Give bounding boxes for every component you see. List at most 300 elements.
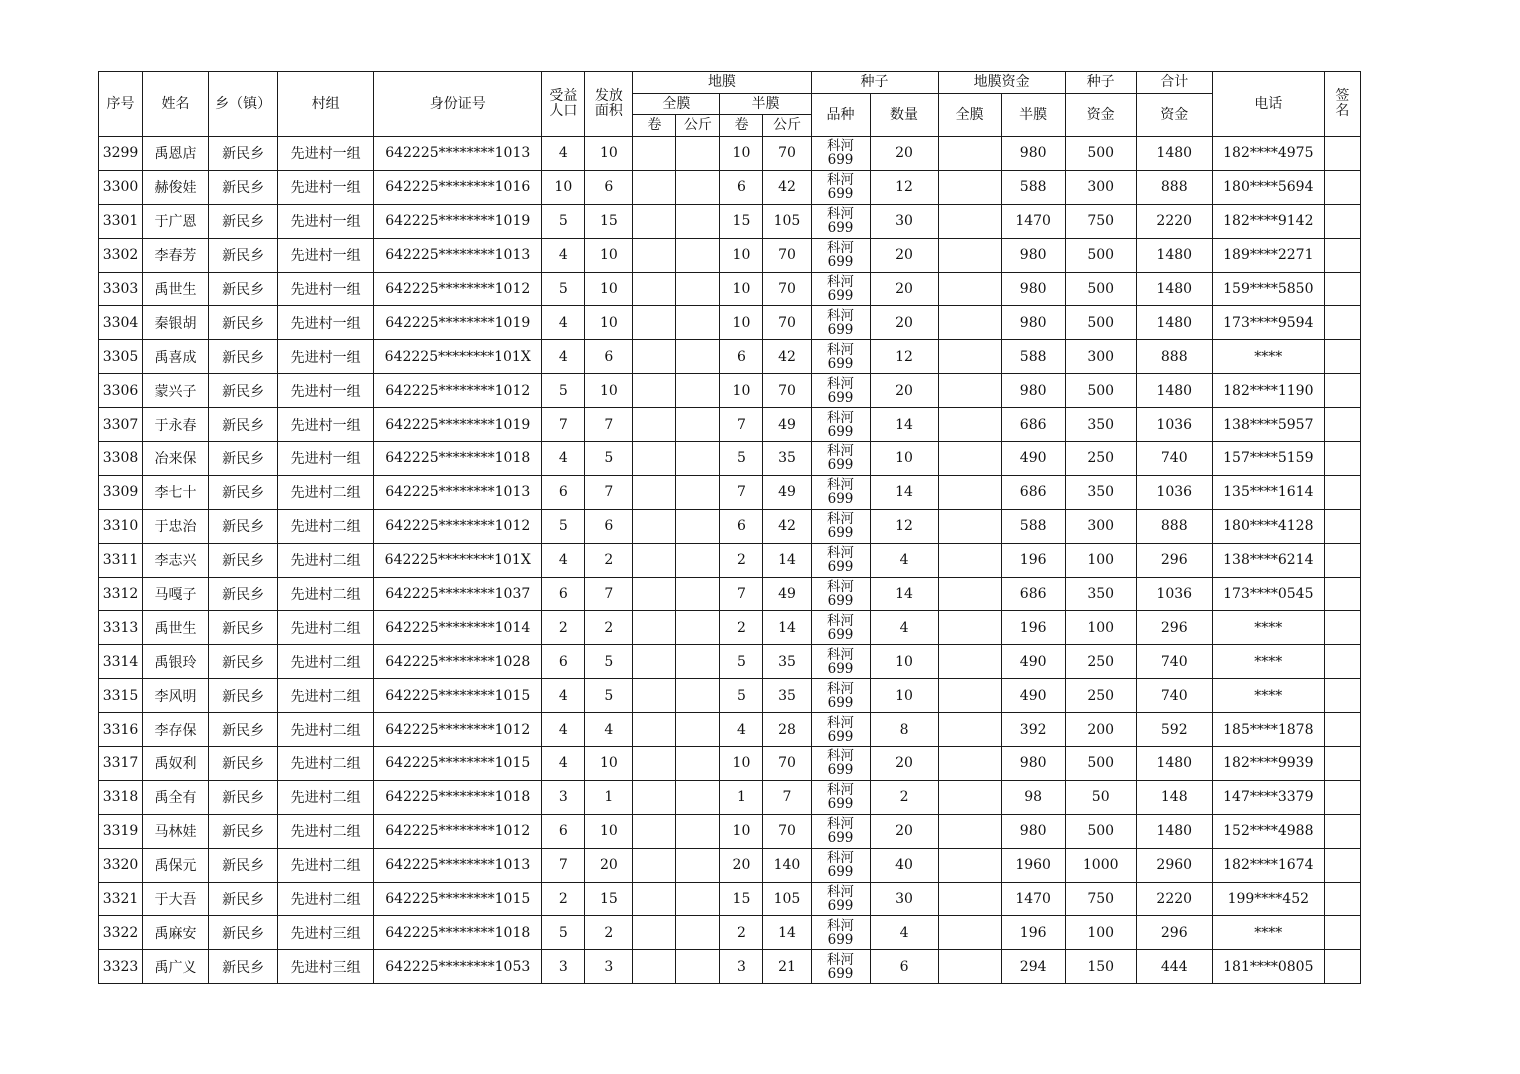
- header-half-roll: 卷: [720, 115, 763, 137]
- variety-line2: 699: [827, 152, 854, 169]
- cell-full-film-roll: [633, 543, 676, 577]
- cell-seed-quantity: 20: [870, 306, 938, 340]
- cell-phone: 138****6214: [1212, 543, 1324, 577]
- cell-name: 禹奴利: [143, 747, 209, 781]
- cell-township: 新民乡: [209, 137, 278, 171]
- cell-total-fund: 148: [1136, 780, 1212, 814]
- cell-township: 新民乡: [209, 543, 278, 577]
- cell-full-film-kg: [676, 340, 720, 374]
- cell-full-film-roll: [633, 475, 676, 509]
- cell-beneficiary-population: 5: [542, 916, 585, 950]
- cell-signature: [1324, 645, 1360, 679]
- cell-seed-fund: 500: [1065, 374, 1136, 408]
- header-half-kg: 公斤: [763, 115, 811, 137]
- cell-seed-variety: [811, 611, 870, 645]
- cell-seed-fund: 350: [1065, 577, 1136, 611]
- header-village-group: 村组: [278, 72, 374, 137]
- cell-beneficiary-population: 4: [542, 442, 585, 476]
- cell-fund-full-film: [938, 475, 1001, 509]
- cell-seed-fund: 500: [1065, 238, 1136, 272]
- cell-seed-quantity: 2: [870, 780, 938, 814]
- cell-full-film-kg: [676, 543, 720, 577]
- cell-name: 禹恩店: [143, 137, 209, 171]
- cell-signature: [1324, 170, 1360, 204]
- variety-line2: 699: [827, 898, 854, 915]
- cell-seed-quantity: 12: [870, 170, 938, 204]
- cell-beneficiary-population: 5: [542, 204, 585, 238]
- cell-total-fund: 296: [1136, 611, 1212, 645]
- cell-fund-half-film: 588: [1001, 170, 1065, 204]
- cell-half-film-kg: 14: [763, 611, 811, 645]
- cell-half-film-roll: 15: [720, 882, 763, 916]
- cell-distributed-area: 6: [585, 170, 633, 204]
- cell-distributed-area: 6: [585, 340, 633, 374]
- header-beneficiary-line2: 人口: [549, 103, 578, 119]
- cell-beneficiary-population: 4: [542, 137, 585, 171]
- header-seed-fund-top: 种子: [1065, 72, 1136, 94]
- variety-line2: 699: [827, 728, 854, 745]
- cell-beneficiary-population: 4: [542, 543, 585, 577]
- cell-seed-quantity: 20: [870, 747, 938, 781]
- cell-fund-half-film: 980: [1001, 137, 1065, 171]
- cell-fund-half-film: 980: [1001, 814, 1065, 848]
- cell-township: 新民乡: [209, 170, 278, 204]
- cell-fund-half-film: 490: [1001, 645, 1065, 679]
- cell-seed-fund: 100: [1065, 543, 1136, 577]
- cell-seq: 3317: [99, 747, 143, 781]
- header-total-top: 合计: [1136, 72, 1212, 94]
- cell-seq: 3319: [99, 814, 143, 848]
- cell-distributed-area: 6: [585, 509, 633, 543]
- cell-fund-half-film: 686: [1001, 475, 1065, 509]
- table-row: [99, 137, 1361, 171]
- cell-village-group: 先进村二组: [278, 713, 374, 747]
- cell-half-film-kg: 14: [763, 916, 811, 950]
- variety-line1: 科河: [827, 646, 855, 663]
- cell-seq: 3313: [99, 611, 143, 645]
- cell-name: 李七十: [143, 475, 209, 509]
- cell-full-film-kg: [676, 475, 720, 509]
- cell-seed-variety: [811, 814, 870, 848]
- cell-half-film-roll: 7: [720, 577, 763, 611]
- cell-fund-half-film: 294: [1001, 950, 1065, 984]
- cell-distributed-area: 2: [585, 611, 633, 645]
- cell-total-fund: 592: [1136, 713, 1212, 747]
- cell-fund-half-film: 1960: [1001, 848, 1065, 882]
- cell-township: 新民乡: [209, 848, 278, 882]
- cell-id-number: 642225********1012: [374, 814, 542, 848]
- cell-half-film-kg: 42: [763, 170, 811, 204]
- cell-seed-fund: 350: [1065, 408, 1136, 442]
- cell-full-film-kg: [676, 679, 720, 713]
- cell-township: 新民乡: [209, 950, 278, 984]
- cell-phone: 182****9939: [1212, 747, 1324, 781]
- cell-fund-full-film: [938, 882, 1001, 916]
- cell-phone: 189****2271: [1212, 238, 1324, 272]
- cell-name: 禹喜成: [143, 340, 209, 374]
- cell-total-fund: 888: [1136, 509, 1212, 543]
- variety-line1: 科河: [827, 917, 855, 934]
- cell-fund-full-film: [938, 747, 1001, 781]
- cell-township: 新民乡: [209, 882, 278, 916]
- cell-seq: 3321: [99, 882, 143, 916]
- cell-seed-quantity: 14: [870, 408, 938, 442]
- variety-line2: 699: [827, 355, 854, 372]
- cell-total-fund: 2960: [1136, 848, 1212, 882]
- cell-seq: 3323: [99, 950, 143, 984]
- variety-line2: 699: [827, 626, 854, 643]
- cell-signature: [1324, 272, 1360, 306]
- cell-village-group: 先进村一组: [278, 340, 374, 374]
- cell-phone: 180****4128: [1212, 509, 1324, 543]
- cell-id-number: 642225********1019: [374, 306, 542, 340]
- cell-phone: 199****452: [1212, 882, 1324, 916]
- cell-seed-variety: [811, 780, 870, 814]
- cell-seed-quantity: 4: [870, 611, 938, 645]
- cell-id-number: 642225********101X: [374, 340, 542, 374]
- cell-signature: [1324, 577, 1360, 611]
- cell-seq: 3307: [99, 408, 143, 442]
- header-seq: 序号: [99, 72, 143, 137]
- cell-id-number: 642225********1012: [374, 272, 542, 306]
- header-total-bottom: 资金: [1136, 94, 1212, 137]
- variety-line2: 699: [827, 423, 854, 440]
- cell-fund-full-film: [938, 170, 1001, 204]
- cell-seed-variety: [811, 916, 870, 950]
- cell-seed-fund: 100: [1065, 916, 1136, 950]
- variety-line1: 科河: [827, 511, 855, 528]
- cell-township: 新民乡: [209, 645, 278, 679]
- cell-signature: [1324, 747, 1360, 781]
- cell-id-number: 642225********1018: [374, 442, 542, 476]
- cell-seed-quantity: 10: [870, 442, 938, 476]
- cell-name: 禹麻安: [143, 916, 209, 950]
- cell-seq: 3304: [99, 306, 143, 340]
- cell-fund-half-film: 980: [1001, 306, 1065, 340]
- cell-signature: [1324, 137, 1360, 171]
- cell-full-film-roll: [633, 713, 676, 747]
- cell-beneficiary-population: 6: [542, 577, 585, 611]
- cell-signature: [1324, 611, 1360, 645]
- cell-phone: 185****1878: [1212, 713, 1324, 747]
- cell-half-film-roll: 2: [720, 916, 763, 950]
- cell-township: 新民乡: [209, 442, 278, 476]
- cell-seq: 3310: [99, 509, 143, 543]
- cell-beneficiary-population: 2: [542, 611, 585, 645]
- cell-distributed-area: 20: [585, 848, 633, 882]
- cell-half-film-kg: 21: [763, 950, 811, 984]
- cell-distributed-area: 7: [585, 577, 633, 611]
- cell-full-film-kg: [676, 577, 720, 611]
- cell-half-film-roll: 15: [720, 204, 763, 238]
- cell-fund-full-film: [938, 577, 1001, 611]
- header-seed: 种子: [811, 72, 938, 94]
- table-row: [99, 170, 1361, 204]
- cell-full-film-kg: [676, 882, 720, 916]
- cell-half-film-kg: 70: [763, 814, 811, 848]
- cell-full-film-kg: [676, 747, 720, 781]
- cell-total-fund: 1480: [1136, 137, 1212, 171]
- cell-fund-half-film: 490: [1001, 442, 1065, 476]
- cell-id-number: 642225********1028: [374, 645, 542, 679]
- cell-seed-variety: [811, 950, 870, 984]
- cell-fund-full-film: [938, 442, 1001, 476]
- cell-fund-full-film: [938, 645, 1001, 679]
- variety-line1: 科河: [827, 341, 855, 358]
- cell-total-fund: 888: [1136, 170, 1212, 204]
- cell-beneficiary-population: 6: [542, 475, 585, 509]
- cell-half-film-roll: 7: [720, 475, 763, 509]
- cell-full-film-roll: [633, 137, 676, 171]
- cell-name: 李风明: [143, 679, 209, 713]
- cell-seq: 3301: [99, 204, 143, 238]
- cell-half-film-kg: 105: [763, 204, 811, 238]
- variety-line1: 科河: [827, 172, 855, 189]
- variety-line1: 科河: [827, 884, 855, 901]
- cell-fund-full-film: [938, 306, 1001, 340]
- cell-seed-fund: 250: [1065, 645, 1136, 679]
- cell-seed-fund: 500: [1065, 306, 1136, 340]
- cell-seed-fund: 300: [1065, 340, 1136, 374]
- variety-line1: 科河: [827, 782, 855, 799]
- cell-half-film-kg: 49: [763, 475, 811, 509]
- cell-total-fund: 888: [1136, 340, 1212, 374]
- table-row: [99, 950, 1361, 984]
- cell-village-group: 先进村二组: [278, 848, 374, 882]
- cell-seed-variety: [811, 679, 870, 713]
- cell-beneficiary-population: 2: [542, 882, 585, 916]
- variety-line2: 699: [827, 525, 854, 542]
- cell-seed-fund: 250: [1065, 442, 1136, 476]
- cell-beneficiary-population: 6: [542, 814, 585, 848]
- cell-fund-half-film: 588: [1001, 509, 1065, 543]
- cell-full-film-roll: [633, 442, 676, 476]
- cell-beneficiary-population: 7: [542, 408, 585, 442]
- cell-full-film-roll: [633, 611, 676, 645]
- cell-distributed-area: 2: [585, 916, 633, 950]
- cell-seed-fund: 350: [1065, 475, 1136, 509]
- header-film-full: 全膜: [633, 94, 720, 115]
- cell-seed-quantity: 10: [870, 645, 938, 679]
- cell-full-film-kg: [676, 442, 720, 476]
- cell-township: 新民乡: [209, 475, 278, 509]
- cell-township: 新民乡: [209, 340, 278, 374]
- cell-id-number: 642225********1013: [374, 137, 542, 171]
- cell-half-film-kg: 70: [763, 238, 811, 272]
- cell-signature: [1324, 814, 1360, 848]
- cell-phone: 182****9142: [1212, 204, 1324, 238]
- cell-half-film-kg: 70: [763, 747, 811, 781]
- cell-phone: ****: [1212, 679, 1324, 713]
- cell-phone: 173****0545: [1212, 577, 1324, 611]
- cell-full-film-roll: [633, 780, 676, 814]
- cell-signature: [1324, 509, 1360, 543]
- variety-line1: 科河: [827, 240, 855, 257]
- table-row: [99, 238, 1361, 272]
- cell-distributed-area: 10: [585, 238, 633, 272]
- cell-seed-variety: [811, 509, 870, 543]
- cell-village-group: 先进村三组: [278, 950, 374, 984]
- cell-seed-quantity: 20: [870, 238, 938, 272]
- header-beneficiary-line1: 受益: [549, 88, 578, 104]
- cell-name: 李春芳: [143, 238, 209, 272]
- cell-full-film-roll: [633, 679, 676, 713]
- variety-line1: 科河: [827, 612, 855, 629]
- cell-seed-variety: [811, 374, 870, 408]
- cell-signature: [1324, 916, 1360, 950]
- variety-line1: 科河: [827, 714, 855, 731]
- table-row: [99, 475, 1361, 509]
- cell-fund-half-film: 392: [1001, 713, 1065, 747]
- cell-half-film-kg: 42: [763, 340, 811, 374]
- cell-village-group: 先进村二组: [278, 679, 374, 713]
- cell-signature: [1324, 848, 1360, 882]
- cell-full-film-roll: [633, 238, 676, 272]
- cell-beneficiary-population: 10: [542, 170, 585, 204]
- variety-line2: 699: [827, 864, 854, 881]
- header-distributed-area: [585, 72, 633, 137]
- cell-half-film-kg: 35: [763, 442, 811, 476]
- cell-name: 禹保元: [143, 848, 209, 882]
- variety-line1: 科河: [827, 443, 855, 460]
- cell-phone: ****: [1212, 340, 1324, 374]
- cell-id-number: 642225********1013: [374, 475, 542, 509]
- cell-half-film-roll: 5: [720, 442, 763, 476]
- cell-name: 禹世生: [143, 611, 209, 645]
- cell-village-group: 先进村二组: [278, 475, 374, 509]
- cell-half-film-roll: 6: [720, 509, 763, 543]
- cell-seq: 3302: [99, 238, 143, 272]
- cell-full-film-roll: [633, 747, 676, 781]
- cell-full-film-kg: [676, 408, 720, 442]
- cell-township: 新民乡: [209, 611, 278, 645]
- cell-id-number: 642225********101X: [374, 543, 542, 577]
- cell-fund-full-film: [938, 137, 1001, 171]
- cell-signature: [1324, 306, 1360, 340]
- cell-seed-variety: [811, 848, 870, 882]
- cell-half-film-roll: 5: [720, 645, 763, 679]
- cell-half-film-kg: 105: [763, 882, 811, 916]
- cell-township: 新民乡: [209, 374, 278, 408]
- cell-fund-full-film: [938, 950, 1001, 984]
- cell-fund-half-film: 490: [1001, 679, 1065, 713]
- cell-seed-variety: [811, 238, 870, 272]
- cell-distributed-area: 10: [585, 374, 633, 408]
- cell-fund-full-film: [938, 272, 1001, 306]
- table-header: [99, 72, 1361, 137]
- cell-signature: [1324, 679, 1360, 713]
- cell-name: 于忠治: [143, 509, 209, 543]
- cell-seed-variety: [811, 713, 870, 747]
- cell-id-number: 642225********1012: [374, 374, 542, 408]
- cell-seq: 3311: [99, 543, 143, 577]
- cell-half-film-kg: 70: [763, 137, 811, 171]
- variety-line2: 699: [827, 559, 854, 576]
- cell-phone: ****: [1212, 916, 1324, 950]
- cell-township: 新民乡: [209, 780, 278, 814]
- cell-total-fund: 444: [1136, 950, 1212, 984]
- cell-seq: 3316: [99, 713, 143, 747]
- cell-seq: 3299: [99, 137, 143, 171]
- variety-line1: 科河: [827, 307, 855, 324]
- cell-seed-fund: 500: [1065, 137, 1136, 171]
- cell-fund-full-film: [938, 814, 1001, 848]
- cell-distributed-area: 5: [585, 645, 633, 679]
- header-film-half: 半膜: [720, 94, 811, 115]
- cell-total-fund: 740: [1136, 679, 1212, 713]
- cell-village-group: 先进村一组: [278, 204, 374, 238]
- cell-seed-variety: [811, 306, 870, 340]
- cell-distributed-area: 15: [585, 882, 633, 916]
- cell-full-film-kg: [676, 916, 720, 950]
- cell-seed-variety: [811, 577, 870, 611]
- cell-village-group: 先进村一组: [278, 408, 374, 442]
- cell-full-film-kg: [676, 306, 720, 340]
- cell-seed-variety: [811, 170, 870, 204]
- cell-township: 新民乡: [209, 272, 278, 306]
- cell-seed-variety: [811, 442, 870, 476]
- cell-seed-fund: 50: [1065, 780, 1136, 814]
- cell-half-film-roll: 10: [720, 272, 763, 306]
- cell-beneficiary-population: 5: [542, 374, 585, 408]
- cell-id-number: 642225********1016: [374, 170, 542, 204]
- cell-fund-full-film: [938, 509, 1001, 543]
- cell-beneficiary-population: 4: [542, 713, 585, 747]
- cell-seed-fund: 750: [1065, 882, 1136, 916]
- cell-total-fund: 2220: [1136, 204, 1212, 238]
- cell-village-group: 先进村一组: [278, 170, 374, 204]
- cell-seed-variety: [811, 882, 870, 916]
- cell-seed-variety: [811, 475, 870, 509]
- cell-beneficiary-population: 4: [542, 306, 585, 340]
- cell-full-film-roll: [633, 882, 676, 916]
- variety-line2: 699: [827, 288, 854, 304]
- header-area-line1: 发放: [594, 88, 623, 104]
- cell-half-film-roll: 7: [720, 408, 763, 442]
- cell-village-group: 先进村二组: [278, 814, 374, 848]
- cell-full-film-kg: [676, 713, 720, 747]
- cell-id-number: 642225********1013: [374, 238, 542, 272]
- variety-line1: 科河: [827, 545, 855, 562]
- cell-signature: [1324, 204, 1360, 238]
- cell-distributed-area: 2: [585, 543, 633, 577]
- cell-full-film-kg: [676, 645, 720, 679]
- cell-seq: 3300: [99, 170, 143, 204]
- cell-distributed-area: 1: [585, 780, 633, 814]
- table-row: [99, 408, 1361, 442]
- cell-half-film-kg: 28: [763, 713, 811, 747]
- variety-line1: 科河: [827, 409, 855, 426]
- cell-village-group: 先进村二组: [278, 747, 374, 781]
- cell-phone: 159****5850: [1212, 272, 1324, 306]
- cell-phone: 181****0805: [1212, 950, 1324, 984]
- variety-line2: 699: [827, 694, 854, 711]
- cell-id-number: 642225********1019: [374, 408, 542, 442]
- cell-phone: 182****1674: [1212, 848, 1324, 882]
- cell-seq: 3314: [99, 645, 143, 679]
- cell-full-film-kg: [676, 848, 720, 882]
- table-row: [99, 814, 1361, 848]
- header-variety: 品种: [811, 94, 870, 137]
- cell-seed-quantity: 10: [870, 679, 938, 713]
- variety-line1: 科河: [827, 850, 855, 867]
- cell-total-fund: 1480: [1136, 272, 1212, 306]
- cell-distributed-area: 5: [585, 679, 633, 713]
- cell-distributed-area: 10: [585, 272, 633, 306]
- cell-fund-full-film: [938, 679, 1001, 713]
- variety-line2: 699: [827, 593, 854, 610]
- cell-fund-half-film: 686: [1001, 577, 1065, 611]
